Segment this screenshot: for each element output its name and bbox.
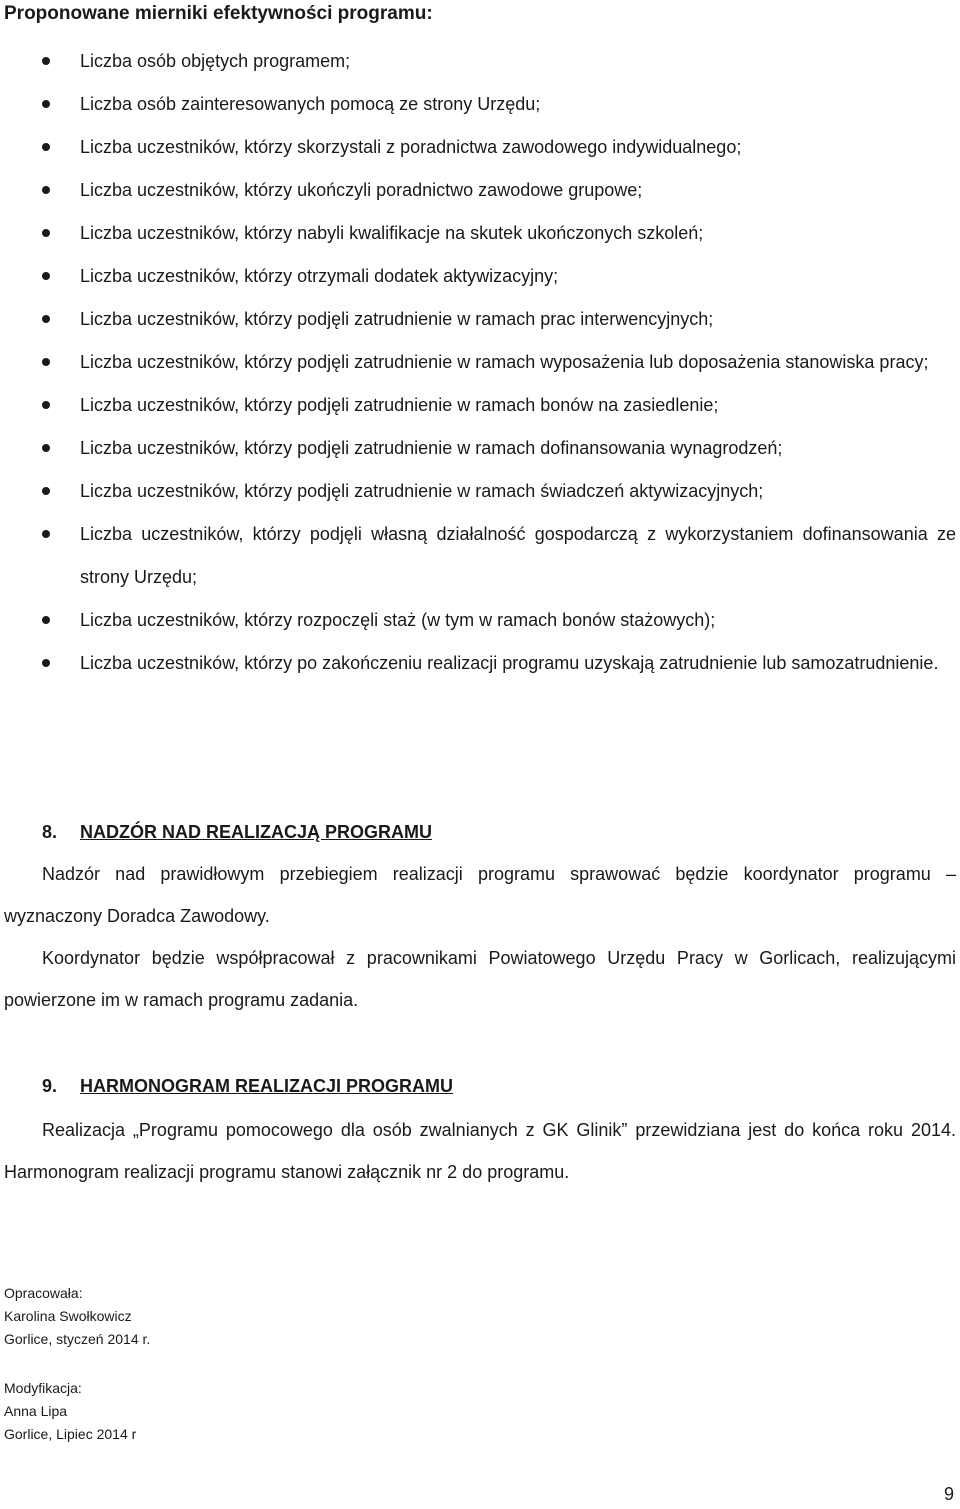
bullet-icon bbox=[42, 186, 50, 194]
list-item bbox=[0, 212, 960, 255]
list-item-text: Liczba uczestników, którzy rozpoczęli staż (w tym w ramach bonów stażowych); bbox=[80, 610, 716, 630]
section-8-paragraph-2: Koordynator będzie współpracował z pracownikami Powiatowego Urzędu Pracy w Gorlicach, realizującymi powierzone im w ramach programu zadania. bbox=[4, 948, 956, 1010]
efficiency-measures-heading: Proponowane mierniki efektywności programu: bbox=[4, 3, 433, 24]
bullet-icon bbox=[42, 358, 50, 366]
list-item bbox=[0, 470, 960, 513]
list-item-text: Liczba uczestników, którzy podjęli zatrudnienie w ramach prac interwencyjnych; bbox=[80, 309, 714, 329]
list-item-text: Liczba uczestników, którzy podjęli zatrudnienie w ramach świadczeń aktywizacyjnych; bbox=[80, 481, 764, 501]
list-item bbox=[0, 40, 960, 83]
bullet-icon bbox=[42, 616, 50, 624]
modified-by-label: Modyfikacja: bbox=[4, 1380, 82, 1396]
list-item bbox=[0, 341, 960, 384]
section-8-title-text: NADZÓR NAD REALIZACJĄ PROGRAMU bbox=[80, 822, 432, 842]
list-item bbox=[0, 384, 960, 427]
bullet-icon bbox=[42, 57, 50, 65]
modified-by-place-date: Gorlice, Lipiec 2014 r bbox=[4, 1426, 137, 1442]
prepared-by-label: Opracowała: bbox=[4, 1285, 83, 1301]
section-9 bbox=[4, 1074, 956, 1193]
section-9-number: 9. bbox=[42, 1076, 58, 1096]
list-item bbox=[0, 255, 960, 298]
list-item-text: Liczba uczestników, którzy podjęli zatrudnienie w ramach dofinansowania wynagrodzeń; bbox=[80, 438, 783, 458]
section-8 bbox=[4, 820, 956, 1021]
bullet-icon bbox=[42, 143, 50, 151]
section-8-title bbox=[4, 820, 956, 844]
page-number: 9 bbox=[943, 1484, 954, 1504]
section-8-paragraph-1: Nadzór nad prawidłowym przebiegiem realizacji programu sprawować będzie koordynator programu – wyznaczony Doradca Zawodowy. bbox=[4, 864, 956, 926]
list-item-text: Liczba uczestników, którzy ukończyli poradnictwo zawodowe grupowe; bbox=[80, 180, 643, 200]
list-item-text: Liczba osób objętych programem; bbox=[80, 51, 351, 71]
bullet-icon bbox=[42, 272, 50, 280]
list-item-text: Liczba uczestników, którzy skorzystali z poradnictwa zawodowego indywidualnego; bbox=[80, 137, 742, 157]
efficiency-measures-list bbox=[0, 40, 960, 685]
bullet-icon bbox=[42, 100, 50, 108]
section-9-title-text: HARMONOGRAM REALIZACJI PROGRAMU bbox=[80, 1076, 453, 1096]
list-item-text: Liczba uczestników, którzy podjęli zatrudnienie w ramach bonów na zasiedlenie; bbox=[80, 395, 719, 415]
list-item bbox=[0, 169, 960, 212]
bullet-icon bbox=[42, 444, 50, 452]
section-9-title bbox=[4, 1074, 956, 1098]
bullet-icon bbox=[42, 530, 50, 538]
list-item-text: Liczba osób zainteresowanych pomocą ze strony Urzędu; bbox=[80, 94, 541, 114]
bullet-icon bbox=[42, 229, 50, 237]
list-item bbox=[0, 126, 960, 169]
list-item-text: Liczba uczestników, którzy podjęli zatrudnienie w ramach wyposażenia lub doposażenia stanowiska pracy; bbox=[80, 352, 929, 372]
prepared-by-name: Karolina Swołkowicz bbox=[4, 1308, 132, 1324]
section-9-paragraph-1: Realizacja „Programu pomocowego dla osób zwalnianych z GK Glinik” przewidziana jest do końca roku 2014. Harmonogram realizacji programu stanowi załącznik nr 2 do programu. bbox=[4, 1120, 956, 1182]
list-item-text: Liczba uczestników, którzy otrzymali dodatek aktywizacyjny; bbox=[80, 266, 559, 286]
list-item bbox=[0, 599, 960, 642]
prepared-by-place-date: Gorlice, styczeń 2014 r. bbox=[4, 1331, 151, 1347]
modified-by-block bbox=[4, 1377, 136, 1446]
bullet-icon bbox=[42, 659, 50, 667]
list-item-text: Liczba uczestników, którzy nabyli kwalifikacje na skutek ukończonych szkoleń; bbox=[80, 223, 704, 243]
bullet-icon bbox=[42, 401, 50, 409]
list-item bbox=[0, 427, 960, 470]
section-8-number: 8. bbox=[42, 822, 58, 842]
list-item bbox=[0, 642, 960, 685]
modified-by-name: Anna Lipa bbox=[4, 1403, 68, 1419]
list-item bbox=[0, 83, 960, 126]
list-item-text: Liczba uczestników, którzy po zakończeniu realizacji programu uzyskają zatrudnienie lub samozatrudnienie. bbox=[80, 653, 939, 673]
bullet-icon bbox=[42, 487, 50, 495]
prepared-by-block bbox=[4, 1282, 150, 1351]
list-item bbox=[0, 513, 960, 599]
list-item-text: Liczba uczestników, którzy podjęli własną działalność gospodarczą z wykorzystaniem dofinansowania ze strony Urzędu; bbox=[80, 524, 956, 587]
list-item bbox=[0, 298, 960, 341]
bullet-icon bbox=[42, 315, 50, 323]
